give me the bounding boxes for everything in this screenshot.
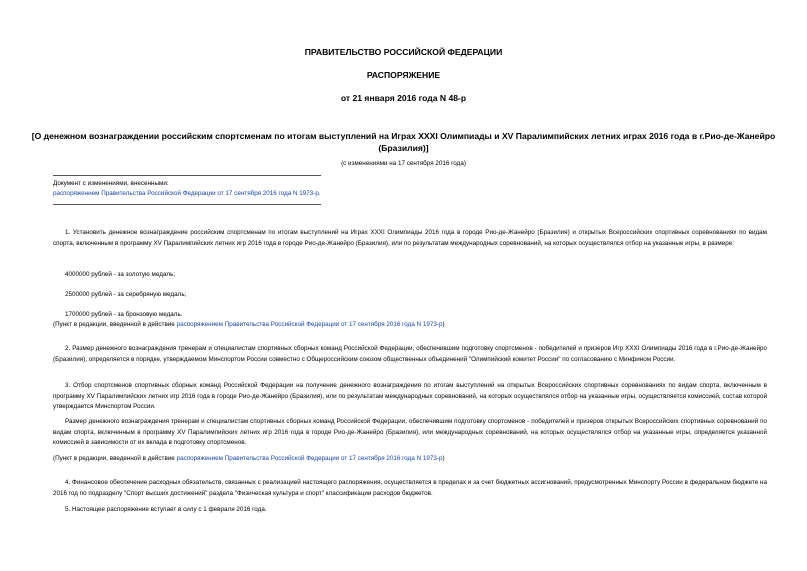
paragraph-4: 4. Финансовое обеспечение расходных обязательств, связанных с реализацией настоящего распоряжения, осуществляется в пределах и за счет бюджетных ассигнований, предусмотренных Минспорту России в федеральном бюджете на 2016 год по подразделу "Спорт высших достижений" раздела "Физическая культура и спорт" классификации расходов бюджетов.: [53, 479, 767, 497]
edit-note-2: [53, 455, 773, 464]
changes-top-rule: [53, 175, 321, 176]
edit-note-2-suffix: ): [442, 455, 445, 462]
paragraph-3-continued: Размер денежного вознаграждения тренерам и специалистам спортивных сборных команд Российской Федерации, обеспечившим подготовку спортсменов - победителей и призеров открытых Всероссийских спортивных соревнований по видам спорта, включенным в программу XV Паралимпийских летних игр 2016 года в городе Рио-де-Жанейро (Бразилия), или международных соревнований, на которых осуществлялся отбор на указанные игры, определяется указанной комиссией в зависимости от их вклада в подготовку спортсменов.: [53, 418, 767, 446]
government-heading: ПРАВИТЕЛЬСТВО РОССИЙСКОЙ ФЕДЕРАЦИИ: [304, 47, 503, 57]
changes-link[interactable]: распоряжением Правительства Российской Федерации от 17 сентября 2016 года N 1973-р.: [53, 190, 321, 197]
paragraph-1: 1. Установить денежное вознаграждение российским спортсменам по итогам выступлений на Играх XXXI Олимпиады 2016 года в городе Рио-де-Жанейро (Бразилия) и открытых Всероссийских спортивных соревнованиях по видам спорта, включенным в программу XV Паралимпийских летних игр 2016 года в городе Рио-де-Жанейро (Бразилия), или по результатам международных соревнований, на которых осуществлялся отбор на указанные игры, в размере:: [53, 229, 767, 247]
paragraph-5: 5. Настоящее распоряжение вступает в силу с 1 февраля 2016 года.: [65, 506, 267, 513]
gold-medal-amount: 4000000 рублей - за золотую медаль;: [65, 271, 176, 278]
silver-medal-amount: 2500000 рублей - за серебряную медаль;: [65, 291, 187, 298]
edit-note-link[interactable]: распоряжением Правительства Российской Федерации от 17 сентября 2016 года N 1973-р: [176, 321, 443, 328]
paragraph-2: 2. Размер денежного вознаграждения тренерам и специалистам спортивных сборных команд Российской Федерации, обеспечившим подготовку спортсменов - победителей и призеров Игр XXXI Олимпиады 2016 года в г.Рио-де-Жанейро (Бразилия), определяется в порядке, утверждаемом Минспортом России совместно с Общероссийским союзом общественных объединений "Олимпийский комитет России" по согласованию с Минфином России.: [53, 345, 767, 363]
edit-note-1: [53, 321, 773, 330]
document-title: [О денежном вознаграждении российским спортсменам по итогам выступлений на Играх XXXI Олимпиады и XV Паралимпийских летних играх 2016 года в г.Рио-де-Жанейро (Бразилия)]: [31, 131, 776, 153]
bronze-medal-amount: 1700000 рублей - за бронзовую медаль.: [65, 311, 183, 318]
changes-bottom-rule: [53, 204, 321, 205]
amendment-note: (с изменениями на 17 сентября 2016 года): [341, 160, 466, 167]
edit-note-2-link[interactable]: распоряжением Правительства Российской Федерации от 17 сентября 2016 года N 1973-р: [176, 455, 443, 462]
edit-note-suffix: ): [442, 321, 445, 328]
date-number-heading: от 21 января 2016 года N 48-р: [340, 93, 467, 103]
edit-note-prefix: (Пункт в редакции, введенной в действие: [53, 321, 175, 328]
paragraph-3: 3. Отбор спортсменов спортивных сборных команд Российской Федерации на получение денежного вознаграждения по итогам выступлений на открытых Всероссийских спортивных соревнованиях по видам спорта, включенным в программу XV Паралимпийских летних игр 2016 года в городе Рио-де-Жанейро (Бразилия), или по результатам международных соревнований, на которых осуществлялся отбор на указанные игры, осуществляется комиссией, состав которой утверждается Минспортом России.: [53, 382, 767, 410]
edit-note-2-prefix: (Пункт в редакции, введенной в действие: [53, 455, 175, 462]
document-type-heading: РАСПОРЯЖЕНИЕ: [366, 70, 441, 80]
changes-label: Документ с изменениями, внесенными:: [53, 180, 169, 187]
